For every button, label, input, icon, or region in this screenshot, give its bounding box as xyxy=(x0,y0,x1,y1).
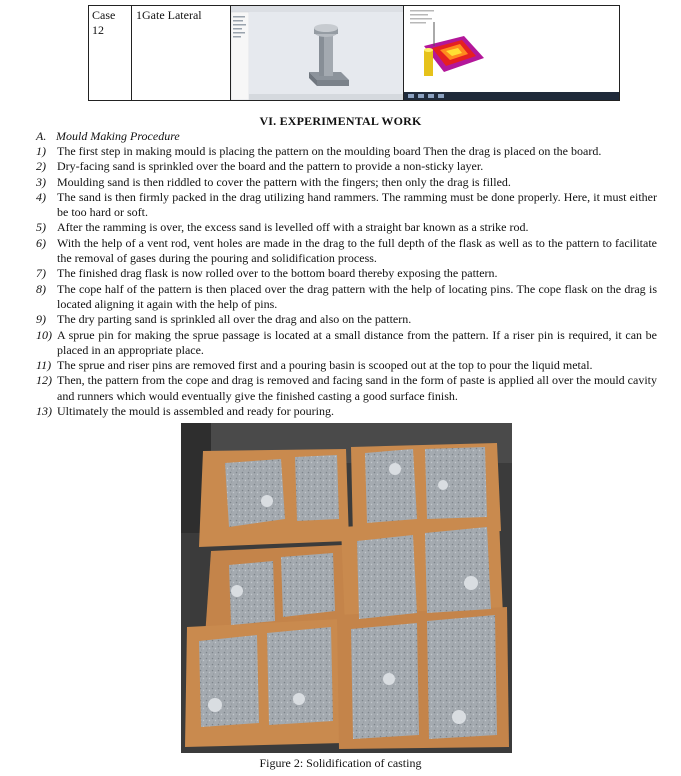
step-number: 11) xyxy=(36,358,52,373)
simulation-cell xyxy=(404,6,620,101)
step-number: 6) xyxy=(36,235,46,250)
gate-type-cell xyxy=(132,6,231,101)
step-text: With the help of a vent rod, vent holes are made in the drag to the full depth of the flask as well as to the pattern to facilitate the removal of gases during the pouring and solidification process. xyxy=(57,235,657,266)
cad-model-cell xyxy=(231,6,404,101)
case-number: 12 xyxy=(92,23,104,37)
step-text: The cope half of the pattern is then placed over the drag pattern with the help of locating pins. The cope flask on the drag is located aligning it again with the help of pins. xyxy=(57,281,657,311)
step-number: 7) xyxy=(36,266,46,281)
step-text: Dry-facing sand is sprinkled over the board and the pattern to provide a non-sticky layer. xyxy=(57,159,484,174)
subsection-letter: A. xyxy=(36,129,47,143)
procedure-step xyxy=(36,175,657,190)
step-text: The sand is then firmly packed in the drag utilizing hand rammers. The ramming must be done properly. Here, it must either be too hard or soft. xyxy=(57,189,657,220)
procedure-step xyxy=(36,190,657,221)
step-text: Then, the pattern from the cope and drag is removed and facing sand in the form of paste is applied all over the mould cavity and runners which would eventually give the finished casting a good surface finish. xyxy=(57,373,657,403)
step-number: 4) xyxy=(36,189,46,204)
step-number: 3) xyxy=(36,174,46,189)
step-number: 2) xyxy=(36,159,46,174)
casting-photo xyxy=(181,423,512,753)
procedure-step xyxy=(36,159,657,174)
procedure-step xyxy=(36,236,657,267)
case-label: Case xyxy=(92,8,116,22)
procedure-step xyxy=(36,312,657,327)
step-text: After the ramming is over, the excess sand is levelled off with a straight bar known as a strike rod. xyxy=(57,220,529,235)
case-table xyxy=(88,5,620,101)
step-number: 8) xyxy=(36,281,46,296)
step-text: The finished drag flask is now rolled over to the bottom board thereby exposing the pattern. xyxy=(57,266,498,281)
step-number: 13) xyxy=(36,404,52,419)
gate-type: 1Gate Lateral xyxy=(136,8,202,22)
subsection-heading xyxy=(36,129,180,144)
section-heading: VI. EXPERIMENTAL WORK xyxy=(259,114,422,128)
procedure-step xyxy=(36,328,657,359)
procedure-step xyxy=(36,282,657,313)
step-text: The dry parting sand is sprinkled all over the drag and also on the pattern. xyxy=(57,312,412,327)
step-number: 1) xyxy=(36,144,46,158)
procedure-step xyxy=(36,266,657,281)
step-text: A sprue pin for making the sprue passage is located at a small distance from the pattern. If a riser pin is required, it can be placed in an appropriate place. xyxy=(57,327,657,357)
simulation-thumbnail xyxy=(404,6,619,100)
step-number: 9) xyxy=(36,312,46,327)
procedure-step xyxy=(36,144,657,159)
case-cell xyxy=(89,6,132,101)
subsection-title: Mould Making Procedure xyxy=(56,129,180,143)
step-text: The sprue and riser pins are removed first and a pouring basin is scooped out at the top to pour the liquid metal. xyxy=(57,358,593,373)
procedure-step xyxy=(36,404,657,419)
procedure-step xyxy=(36,373,657,404)
step-number: 5) xyxy=(36,220,46,235)
step-text: Moulding sand is then riddled to cover the pattern with the fingers; then only the drag is filled. xyxy=(57,174,511,189)
procedure-step xyxy=(36,358,657,373)
figure-caption: Figure 2: Solidification of casting xyxy=(259,756,422,770)
casting-photo-image xyxy=(181,423,512,753)
step-text: The first step in making mould is placing the pattern on the moulding board Then the drag is placed on the board. xyxy=(57,144,602,158)
step-number: 12) xyxy=(36,373,52,388)
step-number: 10) xyxy=(36,327,52,342)
step-text: Ultimately the mould is assembled and ready for pouring. xyxy=(57,404,334,419)
procedure-steps xyxy=(36,144,657,419)
cad-model-thumbnail xyxy=(231,6,403,100)
procedure-step xyxy=(36,220,657,235)
